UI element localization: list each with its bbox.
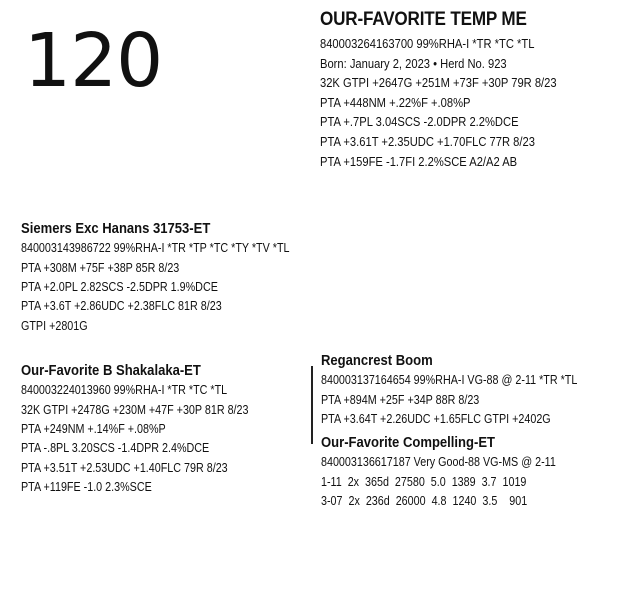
dam-line: PTA -.8PL 3.20SCS -1.4DPR 2.4%DCE bbox=[21, 441, 210, 456]
main-animal-line: PTA +448NM +.22%F +.08%P bbox=[320, 94, 471, 110]
main-animal-block bbox=[320, 10, 615, 171]
main-animal-line: 32K GTPI +2647G +251M +73F +30P 79R 8/23 bbox=[320, 75, 557, 91]
pedigree-bracket-line bbox=[311, 366, 313, 444]
granddam-line: 840003136617187 Very Good-88 VG-MS @ 2-11 bbox=[321, 455, 556, 470]
sire-line: GTPI +2801G bbox=[21, 318, 88, 333]
dam-line: PTA +3.51T +2.53UDC +1.40FLC 79R 8/23 bbox=[21, 460, 228, 475]
main-animal-line: PTA +.7PL 3.04SCS -2.0DPR 2.2%DCE bbox=[320, 114, 519, 130]
dam-sire-line: PTA +894M +25F +34P 88R 8/23 bbox=[321, 392, 480, 407]
main-animal-line: PTA +159FE -1.7FI 2.2%SCE A2/A2 AB bbox=[320, 153, 518, 169]
main-animal-line: PTA +3.61T +2.35UDC +1.70FLC 77R 8/23 bbox=[320, 133, 535, 149]
sire-details bbox=[21, 239, 321, 336]
main-animal-details bbox=[320, 34, 615, 171]
granddam-name: Our-Favorite Compelling-ET bbox=[321, 435, 496, 451]
sire-line: PTA +3.6T +2.86UDC +2.38FLC 81R 8/23 bbox=[21, 299, 222, 314]
granddam-details bbox=[321, 453, 615, 511]
dam-sire-line: PTA +3.64T +2.26UDC +1.65FLC GTPI +2402G bbox=[321, 412, 551, 427]
dam-line: 32K GTPI +2478G +230M +47F +30P 81R 8/23 bbox=[21, 402, 249, 417]
lot-number: 120 bbox=[24, 18, 163, 104]
granddam-line: 3-07 2x 236d 26000 4.8 1240 3.5 901 bbox=[321, 494, 528, 509]
main-animal-line: 840003264163700 99%RHA-I *TR *TC *TL bbox=[320, 35, 535, 51]
dam-sire-details bbox=[321, 371, 615, 429]
dam-sire-block bbox=[321, 354, 615, 429]
granddam-block bbox=[321, 436, 615, 511]
dam-sire-line: 840003137164654 99%RHA-I VG-88 @ 2-11 *TR *TL bbox=[321, 373, 578, 388]
dam-name: Our-Favorite B Shakalaka-ET bbox=[21, 363, 201, 379]
dam-line: PTA +249NM +.14%F +.08%P bbox=[21, 422, 166, 437]
sire-line: 840003143986722 99%RHA-I *TR *TP *TC *TY *TV *TL bbox=[21, 241, 290, 256]
sire-line: PTA +308M +75F +38P 85R 8/23 bbox=[21, 260, 180, 275]
granddam-line: 1-11 2x 365d 27580 5.0 1389 3.7 1019 bbox=[321, 474, 527, 489]
main-animal-line: Born: January 2, 2023 • Herd No. 923 bbox=[320, 55, 507, 71]
dam-details bbox=[21, 381, 306, 497]
sire-line: PTA +2.0PL 2.82SCS -2.5DPR 1.9%DCE bbox=[21, 280, 218, 295]
dam-block bbox=[21, 364, 306, 498]
sire-name: Siemers Exc Hanans 31753-ET bbox=[21, 221, 211, 237]
sire-block bbox=[21, 222, 321, 336]
main-animal-name: OUR-FAVORITE TEMP ME bbox=[320, 9, 527, 30]
dam-line: PTA +119FE -1.0 2.3%SCE bbox=[21, 480, 152, 495]
dam-sire-name: Regancrest Boom bbox=[321, 353, 433, 369]
dam-line: 840003224013960 99%RHA-I *TR *TC *TL bbox=[21, 383, 228, 398]
